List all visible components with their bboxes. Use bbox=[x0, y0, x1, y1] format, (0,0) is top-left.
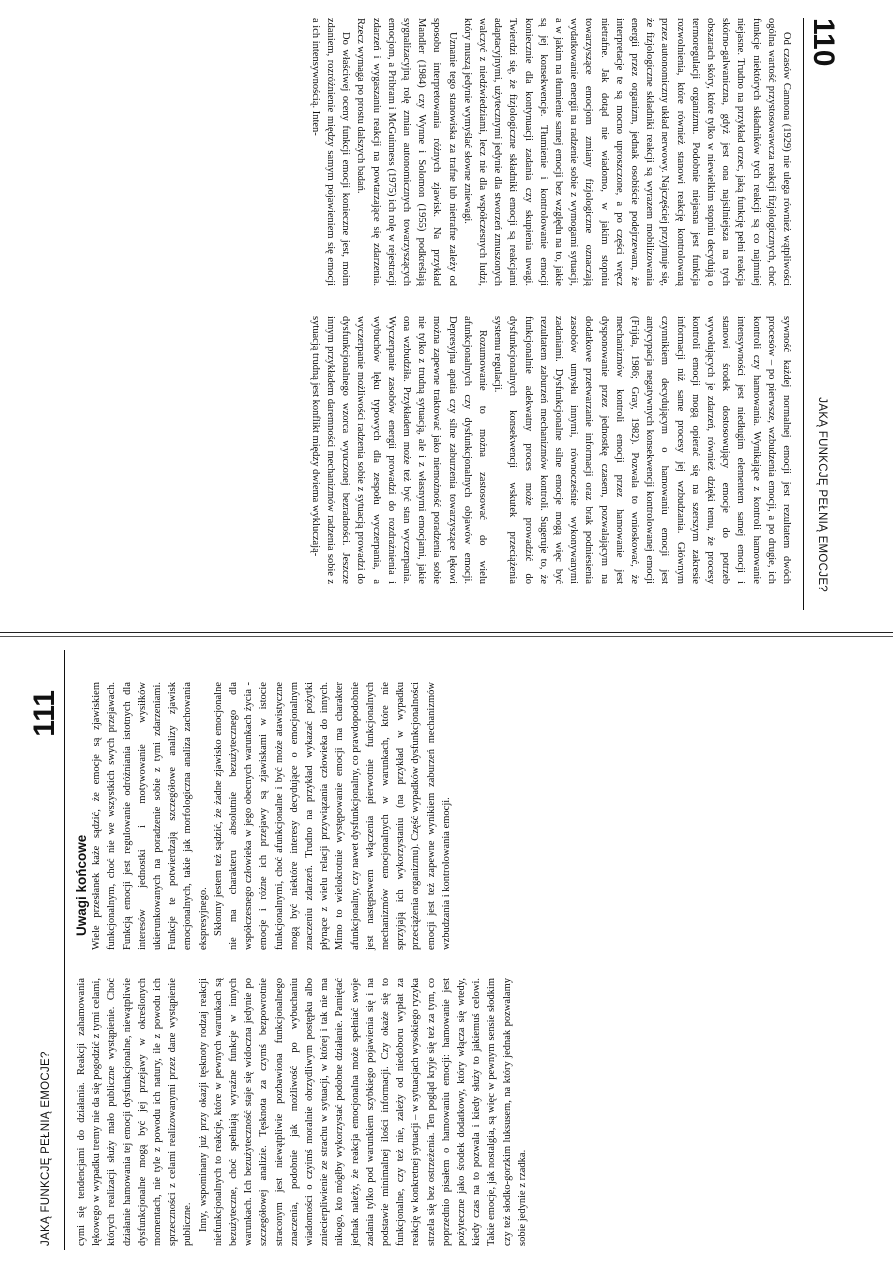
section-heading: Uwagi końcowe bbox=[74, 834, 89, 936]
page-111-left-column bbox=[74, 978, 530, 1246]
page-number: 111 bbox=[28, 690, 61, 737]
running-head: JAKĄ FUNKCJĘ PEŁNIĄ EMOCJE? bbox=[816, 397, 828, 592]
paragraph: Od czasów Cannona (1929) nie ulega również wątpliwości ogólna wartość przystosowawcza reakcji fizjologicznych, choć funkcje niektórych składników tych reakcji są co najmniej niejasne. Trudno na przykład orzec, jaką funkcję pełni reakcja skórno-galwaniczna, gdyż jest ona najsilniejsza na tych obszarach skóry, które tylko w niewielkim stopniu decydują o termoregulacji organizmu. Podobnie niejasna jest funkcja rozwolnienia, które również stanowi reakcję kontrolowaną przez autonomiczny układ nerwowy. Najczęściej przyjmuje się, że fizjologiczne składniki reakcji są wyrazem mobilizowania energii przez organizm, jednak osobiście podejrzewam, że interpretacje te są mocno uproszczone, a po części wręcz nietrafne. Jak dotąd nie wiadomo, w jakim stopniu towarzyszące emocjom zmiany fizjologiczne oznaczają wydatkowanie energii na radzenie sobie z wymogami sytuacji, a w jakim na tłumienie samej emocji bez względu na to, jakie są jej konsekwencje. Tłumienie i kontrolowanie emocji koniecznie dla kontynuacji zadania czy skupienia uwagi. Twierdzi się, że fizjologiczne składniki emocji są reakcjami adaptacyjnymi, użytecznymi jedynie dla stworzeń zmuszonych walczyć z niedźwiedziami, lecz nie dla współczesnych ludzi, który muszą jedynie wymyślać słowne zniewagi. bbox=[461, 18, 792, 286]
page-111-header bbox=[28, 650, 68, 1250]
page-110 bbox=[0, 0, 893, 630]
page-110-right-column bbox=[308, 316, 795, 584]
page-divider bbox=[0, 630, 893, 638]
page-110-content bbox=[50, 18, 840, 610]
header-rule bbox=[64, 650, 65, 1250]
paragraph: Inny, wspominany już przy okazji tęsknoty rodzaj reakcji niefunkcjonalnych to reakcje, które w pewnych warunkach są bezużyteczne, choć spełniają wyraźne funkcje w innych warunkach. Ich bezużyteczność staje się widoczna jedynie po szczegółowej analizie. Tęsknota za czymś bezpowrotnie straconym jest niewątpliwie pozbawiona funkcjonalnego znaczenia, podobnie jak możliwość po wybuchaniu wiadomości o czyimś moralnie obrzydliwym postępku albo zniecierpliwienie ze strachu w sytuacji, w której i tak nie ma nikogo, kto mógłby wykorzystać podobne działanie. Pamiętać jednak należy, że reakcja emocjonalna może spełniać swoje zadania tylko pod warunkiem szybkiego pojawienia się i na podstawie minimalnej ilości informacji. Czy okaże się to funkcjonalne, czy też nie, zależy od niedoboru wypłat za reakcję w konkretnej sytuacji – w sytuacjach wysokiego ryzyka strzela się bez ostrzeżenia. Ten pogląd kryje się też za tym, co poprzednio pisałem o hamowaniu emocji: hamowanie jest pożyteczne jako środek dodatkowy, który włącza się wtedy, kiedy czas na to pozwala i kiedy służy to jakiemuś celowi. Takie emocje, jak nostalgia, są więc w pewnym sensie słodkim czy też słodko-gorzkim luksusem, na który jednak pozwalamy sobie jedynie z rzadka. bbox=[197, 978, 528, 1246]
paragraph: sywność każdej normalnej emocji jest rezultatem dwóch procesów – po pierwsze, wzbudzenia emocji, a po drugie, ich kontroli czy hamowania. Wynikające z kontroli hamowanie intensywności jest niedługim elementem samej emocji i stanowi środek dostosowujący emocje do potrzeb wywołujących je zdarzeń, również dzięki temu, że procesy kontroli emocji mogą opierać się na szerszym zakresie informacji niż same procesy jej wzbudzania. Głównym czynnikiem decydującym o hamowaniu emocji jest antycypacja negatywnych konsekwencji kontrolowanej emocji (Frijda, 1986; Gray, 1982). Pozwala to wnioskować, że mechanizmów kontroli emocji przez hamowanie jest dysponowanie przez jednostkę czasem, pozwalającym na dodatkowe przetwarzanie informacji oraz brak podniesienia zasobów umysłu innymi, równocześnie wykonywanymi zadaniami. Dysfunkcjonalne silne emocje mogą więc być rezultatem zaburzeń mechanizmów kontroli. Sugeruje to, że funkcjonalnie adekwatny proces może prowadzić do dysfunkcjonalnych konsekwencji wskutek przeciążenia systemu regulacji. bbox=[492, 316, 792, 584]
page-110-header bbox=[800, 18, 840, 610]
header-rule bbox=[803, 18, 804, 610]
paragraph: Rozumowanie to można zastosować do wielu afunkcjonalnych czy dysfunkcjonalnych objawów emocji. Depresyjna apatia czy silne zaburzenia towarzyszące lękowi można zapewne traktować jako niemożność poradzenia sobie nie tylko z trudną sytuacją, ale i z własnymi emocjami, jakie ona wzbudziła. Przykładem może też być stan wyczerpania. Wyczerpanie zasobów energii prowadzi do rozdrażnienia i wybuchów lęku typowych dla zespołu wyczerpania, a wyczerpanie możliwości radzenia sobie z sytuacją prowadzi do dysfunkcjonalnego wzorca wyuczonej bezradności. Jeszcze innym przykładem daremności mechanizmów radzenia sobie z sytuacją trudną jest konflikt między dwiema wykluczają- bbox=[309, 316, 488, 584]
paragraph: cymi się tendencjami do działania. Reakcji zahamowania lękowego w wypadku tremy nie da się pogodzić z tymi celami, których realizacji służy mało publiczne wystąpienie. Choć działanie hamowania tej emocji dysfunkcjonalne, niewątpliwie dysfunkcjonalne mogą być jej przejawy w określonych momentach, nie tyle z powodu ich natury, ile z powodu ich sprzeczności z celami realizowanymi przez dane wystąpienie publiczne. bbox=[76, 978, 194, 1246]
paragraph: Do właściwej oceny funkcji emocji konieczne jest, moim zdaniem, rozróżnienie między samym pojawieniem się emocji a ich intensywnością. Inten- bbox=[309, 18, 352, 286]
page-111 bbox=[0, 638, 893, 1263]
page-110-left-column bbox=[308, 18, 795, 286]
page-111-content bbox=[28, 650, 818, 1250]
page-number: 110 bbox=[807, 18, 840, 67]
paragraph: Wiele przesłanek każe sądzić, że emocje są zjawiskiem funkcjonalnym, choć nie we wszystkich swych przejawach. Funkcją emocji jest regulowanie odróżniania istotnych dla interesów jednostki i motywowanie wysiłków ukierunkowanych na poradzenie sobie z tymi zdarzeniami. Funkcje te potwierdzają szczegółowe analizy zjawisk emocjonalnych, takie jak morfologiczna analiza zachowania ekspresyjnego. bbox=[91, 682, 209, 950]
paragraph: Uznanie tego stanowiska za trafne lub nietrafne zależy od sposobu interpretowania różnych zjawisk. Na przykład Mandler (1984) czy Wynne i Solomon (1955) podkreślają sygnalizacyjną rolę zmian autonomicznych towarzyszących emocjom, a Pribram i McGuinness (1975) ich rolę w rejestracji zdarzeń i wygaszaniu reakcji na powtarzające się zdarzenia. Rzecz wymaga po prostu dalszych badań. bbox=[355, 18, 458, 286]
page-111-right-column bbox=[74, 682, 454, 950]
running-head: JAKĄ FUNKCJĘ PEŁNIĄ EMOCJE? bbox=[40, 1051, 52, 1246]
paragraph: Skłonny jestem też sądzić, że żadne zjawisko emocjonalne nie ma charakteru absolutnie bezużytecznego dla współczesnego człowieka w jego obecnych warunkach życia - emocje i różne ich przejawy są zjawiskami w istocie funkcjonalnymi, choć afunkcjonalne i być może atawistyczne mogą być niektóre interesy decydujące o emocjonalnym znaczeniu zdarzeń. Trudno na przykład wykazać pożytki płynące z wielu relacji przywiązania człowieka do innych. Mimo to wielokrotnie występowanie emocji ma charakter afunkcjonalny, czy nawet dysfunkcjonalny, co prawdopodobnie jest następstwem włączenia pierwotnie funkcjonalnych mechanizmów emocjonalnych w warunkach, które nie sprzyjają ich wykorzystaniu (na przykład w wypadku przeciążenia organizmu). Część wypadków dysfunkcjonalności emocji jest też zapewne wynikiem zaburzeń mechanizmów wzbudzania i kontrolowania emocji. bbox=[212, 682, 452, 950]
